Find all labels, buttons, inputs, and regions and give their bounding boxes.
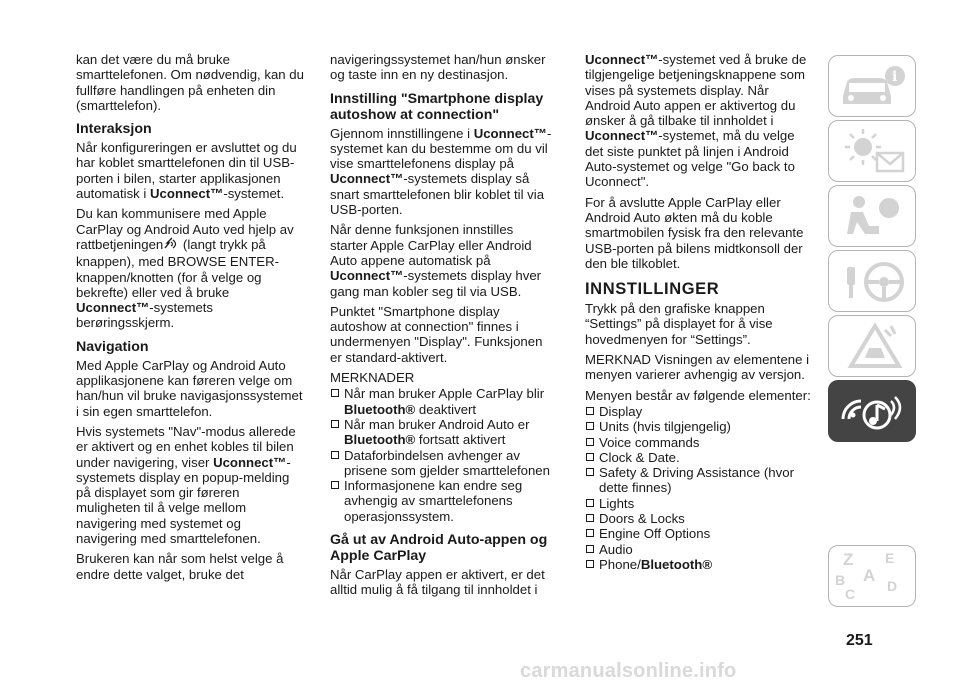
bullet-box-icon (586, 545, 594, 553)
emergency-icon (829, 316, 917, 378)
column-3 (585, 52, 813, 576)
paragraph: For å avslutte Apple CarPlay eller Android Auto økten må du koble smartmobilen fysisk fra den relevante USB-porten på bilens midtkonsoll der den ble tilkoblet. (585, 194, 804, 271)
bullet-box-icon (586, 529, 594, 537)
heading-exit-apps: Gå ut av Android Auto-appen og Apple CarPlay (330, 532, 548, 565)
bullet-box-icon (331, 451, 339, 459)
airbag-safety-icon (829, 186, 917, 248)
heading-navigation: Navigation (76, 338, 149, 355)
index-letter-a: A (863, 566, 876, 585)
heading-innstillinger: INNSTILLINGER (585, 280, 720, 299)
bullet-box-icon (331, 420, 339, 428)
notes-label: MERKNADER (330, 370, 415, 386)
brand-bluetooth: Bluetooth® (640, 556, 713, 572)
list-item: Clock & Date. (585, 450, 813, 465)
paragraph: MERKNAD Visningen av elementene i menyen varierer avhengig av versjon. (585, 352, 810, 383)
brand-uconnect: Uconnect™ (76, 300, 150, 316)
paragraph: Når denne funksjonen innstilles starter Apple CarPlay eller Android Auto appene automatisk på Uconnect™-systemets display hver gang man kobler seg til via USB. (330, 222, 542, 299)
tab-car-info[interactable] (828, 55, 916, 117)
paragraph: kan det være du må bruke smarttelefonen. Om nødvendig, kan du fullføre handlingen på enheten din (smarttelefon). (76, 52, 304, 113)
bullet-box-icon (586, 407, 594, 415)
bullet-box-icon (586, 438, 594, 446)
list-item: Display (585, 404, 813, 419)
paragraph: Du kan kommunisere med Apple CarPlay og Android Auto ved hjelp av rattbetjeningen (langt trykk på knappen), med BROWSE ENTER-knappen/knotten (for å velge og bekrefte) eller ved å bruke Uconnect™-systemets berøringsskjerm. (76, 206, 294, 331)
paragraph: navigeringssystemet han/hun ønsker og taste inn en ny destinasjon. (330, 52, 546, 83)
page-number: 251 (846, 632, 873, 649)
paragraph: Når CarPlay appen er aktivert, er det alltid mulig å få tilgang til innholdet i (330, 567, 545, 598)
multimedia-icon (829, 381, 917, 443)
paragraph: Gjennom innstillingene i Uconnect™-systemet kan du bestemme om du vil vise smarttelefonens display på Uconnect™-systemets display så snart smarttelefonen blir koblet til via USB-porten. (330, 125, 552, 218)
notes-list (330, 386, 552, 524)
tab-warning-lights[interactable] (828, 120, 916, 182)
index-letter-b: B (835, 572, 846, 588)
paragraph: Trykk på den grafiske knappen “Settings” på displayet for å vise hovedmenyen for “Settings”. (585, 301, 773, 347)
list-item: Audio (585, 542, 813, 557)
list-item: Informasjonene kan endre seg avhengig av smarttelefonens operasjonssystem. (330, 478, 552, 524)
brand-uconnect: Uconnect™ (330, 171, 404, 187)
svg-text:i: i (892, 69, 898, 85)
bullet-box-icon (586, 514, 594, 522)
steering-voice-icon (163, 237, 179, 254)
index-letter-c: C (845, 586, 856, 602)
car-info-icon (829, 56, 917, 118)
paragraph: Menyen består av følgende elementer: (585, 387, 811, 403)
starting-driving-icon (829, 251, 917, 313)
list-item: Doors & Locks (585, 511, 813, 526)
bullet-box-icon (586, 499, 594, 507)
column-2 (330, 52, 552, 603)
brand-bluetooth: Bluetooth® (344, 432, 416, 448)
brand-uconnect: Uconnect™ (330, 268, 404, 284)
bullet-box-icon (331, 481, 339, 489)
column-1 (76, 52, 304, 587)
paragraph: Punktet "Smartphone display autoshow at connection" finnes i undermenyen "Display". Funksjonen er standard-aktivert. (330, 303, 543, 365)
list-item: Når man bruker Android Auto er Bluetooth® fortsatt aktivert (330, 417, 552, 448)
heading-interaksjon: Interaksjon (76, 121, 152, 138)
tab-emergency[interactable] (828, 315, 916, 377)
warning-lights-icon (829, 121, 917, 183)
paragraph: Hvis systemets "Nav"-modus allerede er aktivert og en enhet kobles til bilen under navigering, viser Uconnect™-systemets display en popup-melding på displayet som gir føreren muligheten til å velge mellom navigering med systemet og navigering med smarttelefonen. (76, 423, 296, 547)
tab-index[interactable] (828, 545, 916, 607)
list-item: Når man bruker Apple CarPlay blir Bluetooth® deaktivert (330, 386, 552, 417)
brand-bluetooth: Bluetooth® (344, 401, 416, 417)
tab-multimedia[interactable] (828, 380, 916, 442)
list-item: Voice commands (585, 435, 813, 450)
paragraph: Brukeren kan når som helst velge å endre dette valget, bruke det (76, 551, 284, 582)
watermark: carmanualsonline.info (520, 660, 737, 682)
list-item: Units (hvis tilgjengelig) (585, 419, 813, 434)
index-letter-e: E (885, 550, 895, 566)
list-item: Phone/Bluetooth® (585, 557, 813, 572)
brand-uconnect: Uconnect™ (150, 186, 224, 202)
brand-uconnect: Uconnect™ (585, 128, 659, 144)
brand-uconnect: Uconnect™ (213, 454, 287, 470)
brand-uconnect: Uconnect™ (473, 125, 547, 141)
bullet-box-icon (331, 389, 339, 397)
bullet-box-icon (586, 422, 594, 430)
list-item: Dataforbindelsen avhenger av prisene som gjelder smarttelefonen (330, 448, 552, 479)
paragraph: Når konfigureringen er avsluttet og du har koblet smarttelefonen din til USB-porten i bilen, starter applikasjonen automatisk i Uconnect™-systemet. (76, 140, 297, 202)
bullet-box-icon (586, 453, 594, 461)
paragraph: Med Apple CarPlay og Android Auto applikasjonene kan føreren velge om han/hun vil bruke navigasjonssystemet i sin egen smarttelefon. (76, 357, 303, 419)
heading-smartphone-autoshow: Innstilling "Smartphone display autoshow at connection" (330, 90, 544, 123)
tab-airbag-safety[interactable] (828, 185, 916, 247)
tab-starting-driving[interactable] (828, 250, 916, 312)
bullet-box-icon (586, 468, 594, 476)
index-letter-z: Z (843, 550, 854, 569)
settings-menu-list (585, 404, 813, 572)
list-item: Lights (585, 496, 813, 511)
index-letter-d: D (887, 578, 898, 594)
paragraph: Uconnect™-systemet ved å bruke de tilgjengelige betjeningsknappene som vises på systemets display. Når Android Auto appen er aktivertog du ønsker å gå tilbake til innholdet i Uconnect™-systemet, må du velge det siste punktet på linjen i Android Auto-systemet og velge "Go back to Uconnect". (585, 52, 807, 190)
list-item: Safety & Driving Assistance (hvor dette finnes) (585, 465, 813, 496)
brand-uconnect: Uconnect™ (585, 52, 659, 67)
list-item: Engine Off Options (585, 526, 813, 541)
bullet-box-icon (586, 560, 594, 568)
